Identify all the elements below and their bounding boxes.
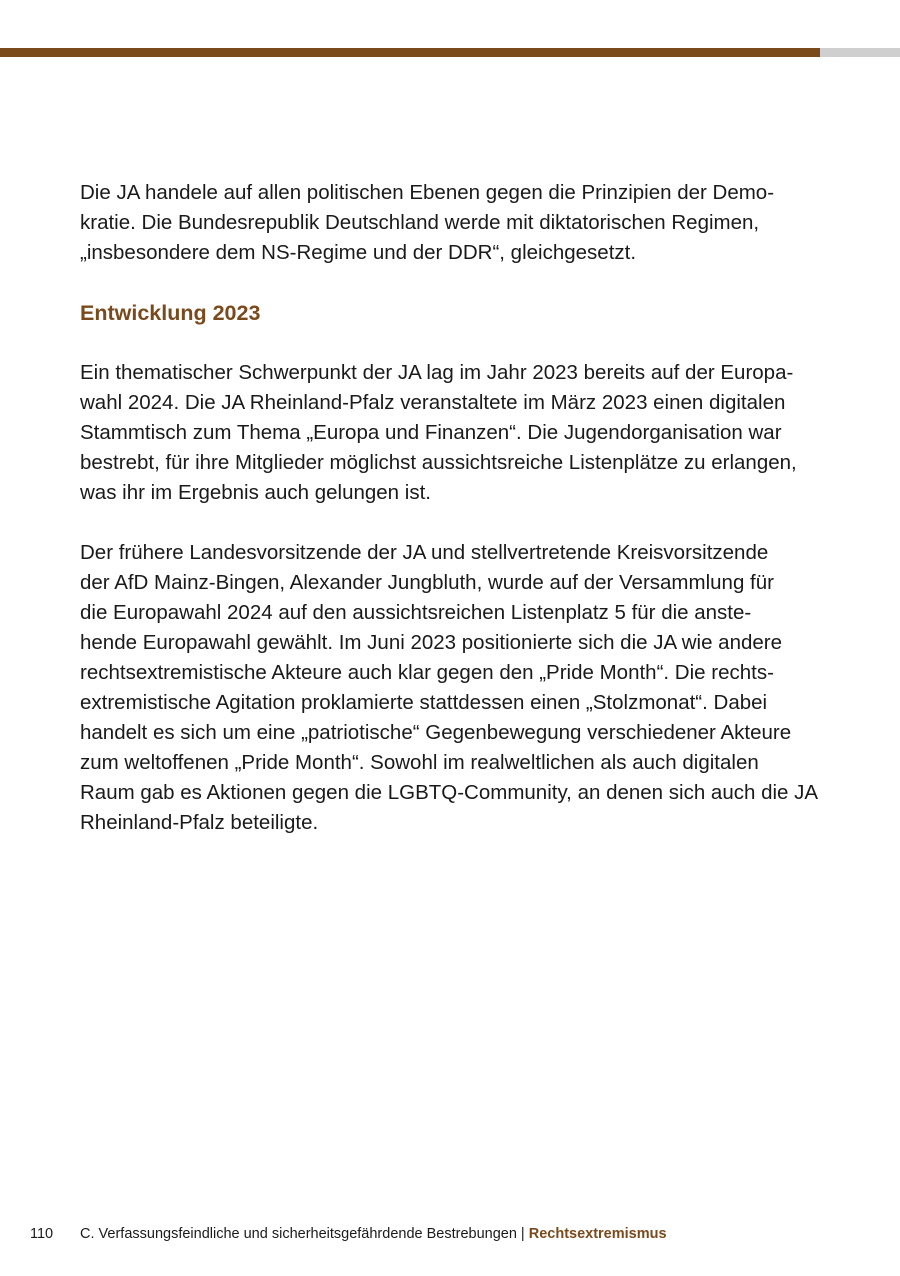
page-number: 110	[30, 1226, 54, 1242]
page-content	[80, 178, 825, 868]
section-heading: Entwicklung 2023	[80, 301, 261, 325]
paragraph-intro: Die JA handele auf allen politischen Ebenen gegen die Prinzipien der Demo- kratie. Die Bundesrepublik Deutschland werde mit diktatorischen Regimen, „insbesondere dem NS-Regime und der DDR“, gleichgesetzt.	[80, 181, 775, 264]
footer-section: Rechtsextremismus	[528, 1226, 667, 1242]
footer-separator: |	[516, 1226, 529, 1242]
footer-chapter: C. Verfassungsfeindliche und sicherheitsgefährdende Bestrebungen	[80, 1226, 517, 1242]
paragraph-europawahl: Ein thematischer Schwerpunkt der JA lag im Jahr 2023 bereits auf der Europa- wahl 2024. Die JA Rheinland-Pfalz veranstaltete im März 2023 einen digitalen Stammtisch zum Thema „Europa und Finanzen“. Die Jugendorganisation war bestrebt, für ihre Mitglieder möglichst aussichtsreiche Listenplätze zu erlangen, was ihr im Ergebnis auch gelungen ist.	[80, 361, 797, 504]
header-gray-bar	[820, 48, 900, 57]
paragraph-jungbluth: Der frühere Landesvorsitzende der JA und stellvertretende Kreisvorsitzende der AfD Mainz-Bingen, Alexander Jungbluth, wurde auf der Versammlung für die Europawahl 2024 auf den aussichtsreichen Listenplatz 5 für die anste- hende Europawahl gewählt. Im Juni 2023 positionierte sich die JA wie andere rechtsextremistische Akteure auch klar gegen den „Pride Month“. Die rechts- extremistische Agitation proklamierte stattdessen einen „Stolzmonat“. Dabei handelt es sich um eine „patriotische“ Gegenbewegung verschiedener Akteure zum weltoffenen „Pride Month“. Sowohl im realweltlichen als auch digitalen Raum gab es Aktionen gegen die LGBTQ-Community, an denen sich auch die JA Rheinland-Pfalz beteiligte.	[80, 541, 819, 834]
header-accent-bar	[0, 48, 820, 57]
page-footer	[30, 1224, 667, 1244]
